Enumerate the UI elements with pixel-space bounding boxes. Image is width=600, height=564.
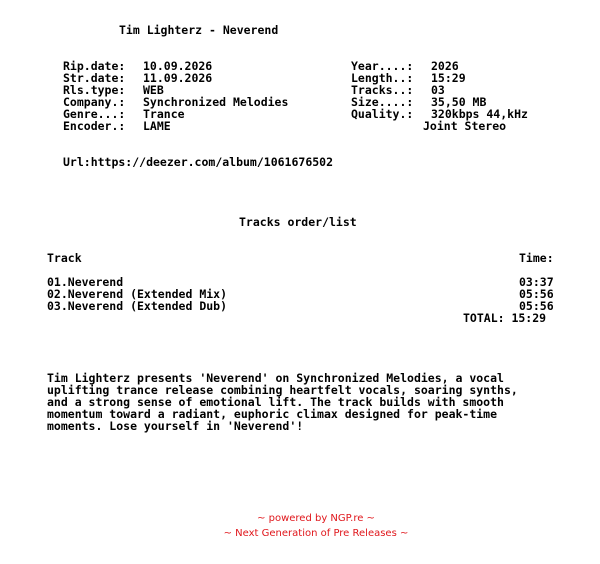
year-key: Year....: bbox=[351, 59, 414, 73]
description-line: and a strong sense of emotional lift. The track builds with smooth bbox=[47, 395, 504, 409]
rls-type-key: Rls.type: bbox=[63, 83, 126, 97]
rls-type-value: WEB bbox=[143, 83, 164, 97]
year-value: 2026 bbox=[431, 59, 459, 73]
length-key: Length..: bbox=[351, 71, 414, 85]
total-length: TOTAL: 15:29 bbox=[463, 311, 547, 325]
footer-tagline: ~ Next Generation of Pre Releases ~ bbox=[223, 528, 409, 539]
tracks-count-value: 03 bbox=[431, 83, 445, 97]
track-row-time: 03:37 bbox=[519, 275, 554, 289]
release-title: Tim Lighterz - Neverend bbox=[119, 23, 279, 37]
description-line: uplifting trance release combining heartfelt vocals, soaring synths, bbox=[47, 383, 518, 397]
encoder-value: LAME bbox=[143, 119, 171, 133]
album-url: Url:https://deezer.com/album/1061676502 bbox=[63, 155, 334, 169]
track-row-name: 02.Neverend (Extended Mix) bbox=[47, 287, 228, 301]
quality-key: Quality.: bbox=[351, 107, 414, 121]
company-value: Synchronized Melodies bbox=[143, 95, 289, 109]
tracks-heading: Tracks order/list bbox=[239, 215, 357, 229]
company-key: Company.: bbox=[63, 95, 126, 109]
str-date-value: 11.09.2026 bbox=[143, 71, 213, 85]
joint-stereo-label: Joint Stereo bbox=[423, 119, 507, 133]
genre-key: Genre...: bbox=[63, 107, 126, 121]
size-key: Size....: bbox=[351, 95, 414, 109]
length-value: 15:29 bbox=[431, 71, 466, 85]
track-row-name: 01.Neverend bbox=[47, 275, 124, 289]
track-column-header: Track bbox=[47, 251, 82, 265]
description-line: moments. Lose yourself in 'Neverend'! bbox=[47, 419, 304, 433]
quality-value: 320kbps 44,kHz bbox=[431, 107, 528, 121]
track-row-name: 03.Neverend (Extended Dub) bbox=[47, 299, 228, 313]
track-row-time: 05:56 bbox=[519, 299, 554, 313]
tracks-count-key: Tracks..: bbox=[351, 83, 414, 97]
footer-powered-by: ~ powered by NGP.re ~ bbox=[257, 513, 375, 524]
genre-value: Trance bbox=[143, 107, 185, 121]
description-line: momentum toward a radiant, euphoric climax designed for peak-time bbox=[47, 407, 498, 421]
time-column-header: Time: bbox=[519, 251, 554, 265]
description-line: Tim Lighterz presents 'Neverend' on Synchronized Melodies, a vocal bbox=[47, 371, 504, 385]
track-row-time: 05:56 bbox=[519, 287, 554, 301]
rip-date-value: 10.09.2026 bbox=[143, 59, 213, 73]
encoder-key: Encoder.: bbox=[63, 119, 126, 133]
str-date-key: Str.date: bbox=[63, 71, 126, 85]
rip-date-key: Rip.date: bbox=[63, 59, 126, 73]
size-value: 35,50 MB bbox=[431, 95, 487, 109]
